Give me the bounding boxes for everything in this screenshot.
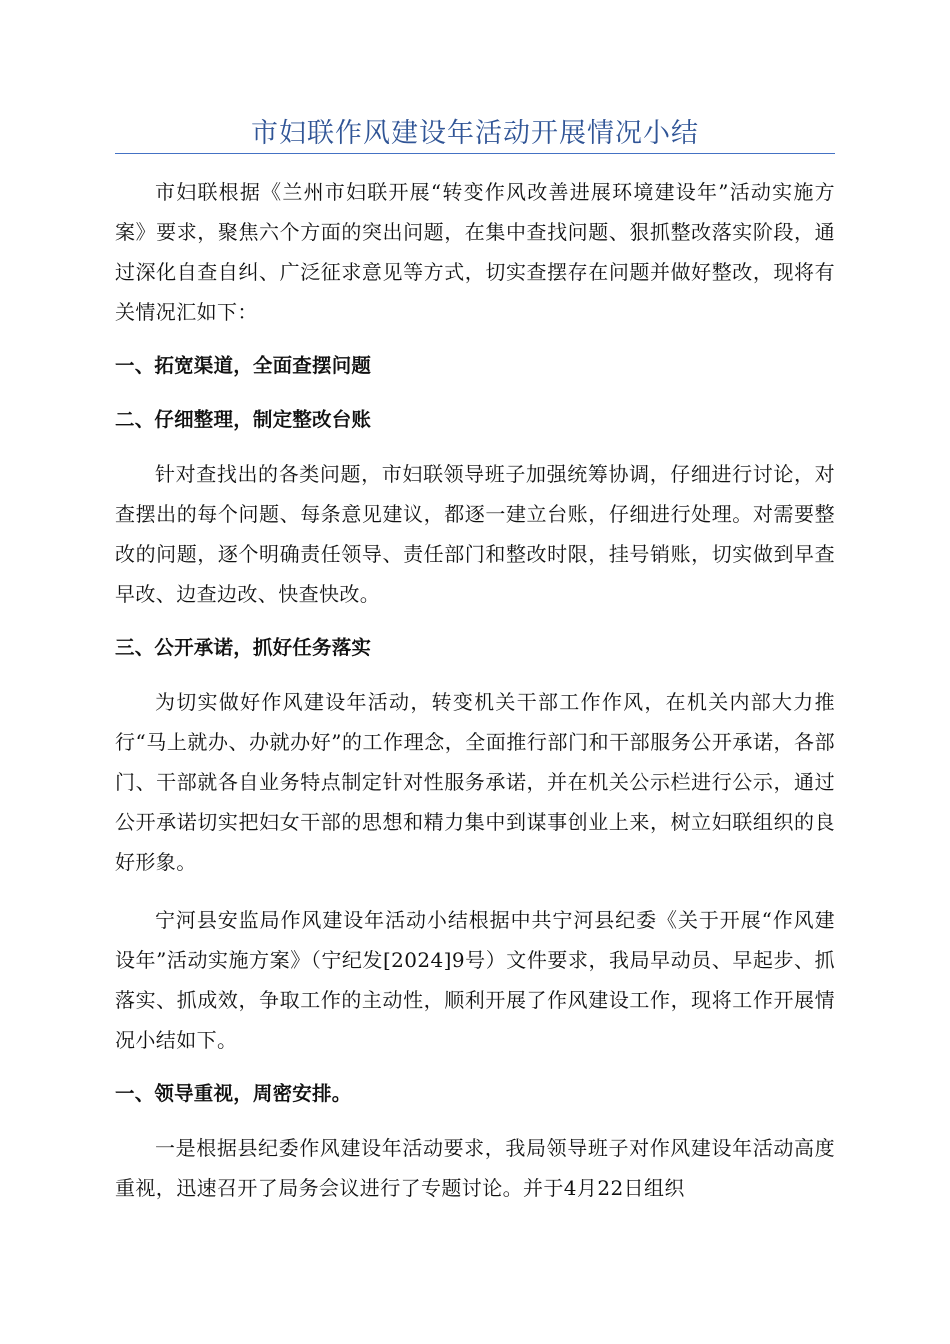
title-underline [115, 153, 835, 154]
section-heading-2: 二、仔细整理，制定整改台账 [115, 408, 372, 431]
section-heading-1: 一、拓宽渠道，全面查摆问题 [115, 354, 372, 377]
second-report-intro-paragraph: 宁河县安监局作风建设年活动小结根据中共宁河县纪委《关于开展“作风建设年”活动实施方案》（宁纪发[2024]9号）文件要求，我局早动员、早起步、抓落实、抓成效，争取工作的主动性，顺利开展了作风建设工作，现将工作开展情况小结如下。 [115, 908, 835, 1052]
second-report-paragraph-1: 一是根据县纪委作风建设年活动要求，我局领导班子对作风建设年活动高度重视，迅速召开了局务会议进行了专题讨论。并于4月22日组织 [115, 1136, 835, 1200]
document-body [115, 172, 835, 1208]
second-report-heading-1: 一、领导重视，周密安排。 [115, 1082, 352, 1105]
document-title: 市妇联作风建设年活动开展情况小结 [251, 118, 699, 149]
section-3-paragraph: 为切实做好作风建设年活动，转变机关干部工作作风，在机关内部大力推行“马上就办、办就办好”的工作理念，全面推行部门和干部服务公开承诺，各部门、干部就各自业务特点制定针对性服务承诺，并在机关公示栏进行公示，通过公开承诺切实把妇女干部的思想和精力集中到谋事创业上来，树立妇联组织的良好形象。 [115, 690, 835, 874]
intro-paragraph: 市妇联根据《兰州市妇联开展“转变作风改善进展环境建设年”活动实施方案》要求，聚焦六个方面的突出问题，在集中查找问题、狠抓整改落实阶段，通过深化自查自纠、广泛征求意见等方式，切实查摆存在问题并做好整改，现将有关情况汇如下： [115, 180, 835, 324]
section-2-paragraph: 针对查找出的各类问题，市妇联领导班子加强统筹协调，仔细进行讨论，对查摆出的每个问题、每条意见建议，都逐一建立台账，仔细进行处理。对需要整改的问题，逐个明确责任领导、责任部门和整改时限，挂号销账，切实做到早查早改、边查边改、快查快改。 [115, 462, 835, 606]
section-heading-3: 三、公开承诺，抓好任务落实 [115, 636, 372, 659]
